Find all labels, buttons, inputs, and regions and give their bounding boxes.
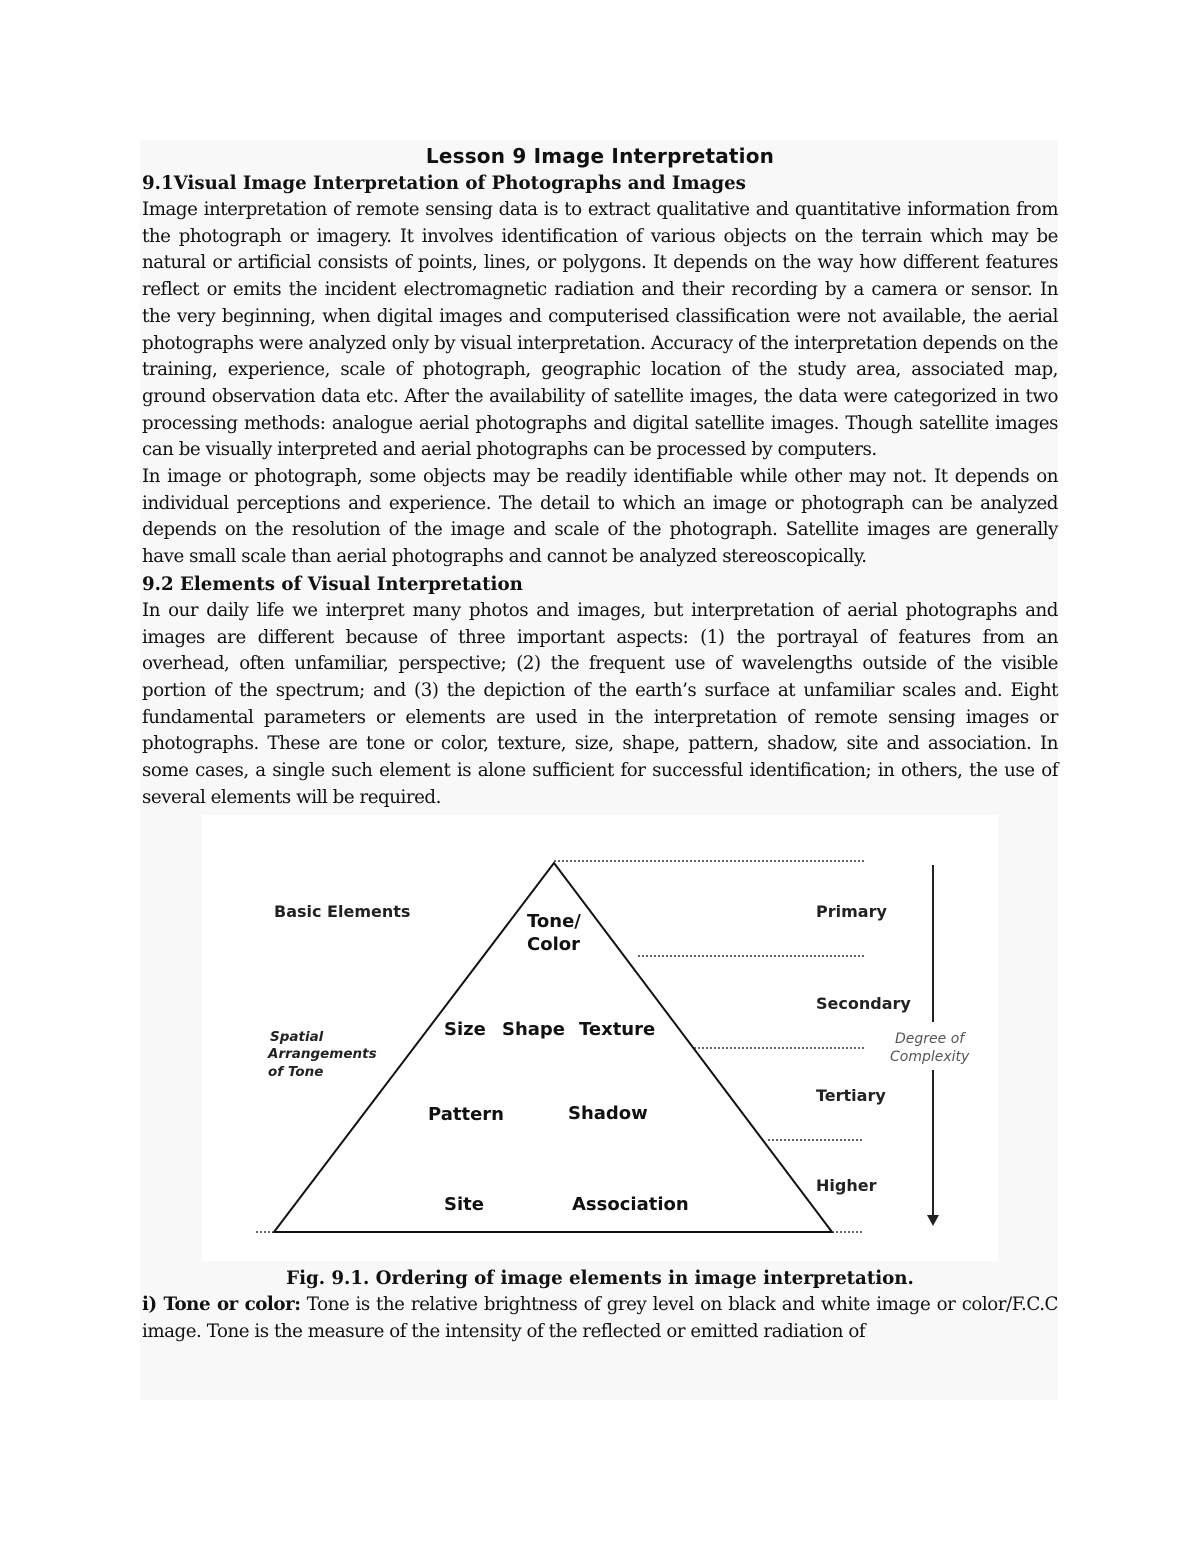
pyramid-size: Size <box>444 1019 486 1041</box>
section-9-1-heading: 9.1Visual Image Interpretation of Photographs and Images <box>142 173 746 194</box>
label-spatial-3: of Tone <box>268 1064 324 1081</box>
pyramid-shape: Shape <box>502 1019 566 1041</box>
tone-lead: i) Tone or color: <box>142 1294 301 1316</box>
section-9-2-paragraph-1: In our daily life we interpret many photos and images, but interpretation of aerial photographs and images are different because of three important aspects: (1) the portrayal of features from an overhead, often unfamiliar, perspective; (2) the frequent use of wavelengths outside of the visible portion of the spectrum; and (3) the depiction of the earth’s surface at unfamiliar scales and. Eight fundamental parameters or elements are used in the interpretation of remote sensing images or photographs. These are tone or color, texture, size, shape, pattern, shadow, site and association. In some cases, a single such element is alone sufficient for successful identification; in others, the use of several elements will be required. <box>142 599 1058 808</box>
level-secondary: Secondary <box>816 994 911 1014</box>
pyramid-site: Site <box>444 1194 484 1216</box>
section-9-1-paragraph-1: Image interpretation of remote sensing data is to extract qualitative and quantitative information from the photograph or imagery. It involves identification of various objects on the terrain which may be natural or artificial consists of points, lines, or polygons. It depends on the way how different features reflect or emits the incident electromagnetic radiation and their recording by a camera or sensor. In the very beginning, when digital images and computerised classification were not available, the aerial photographs were analyzed only by visual interpretation. Accuracy of the interpretation depends on the training, experience, scale of photograph, geographic location of the study area, associated map, ground observation data etc. After the availability of satellite images, the data were categorized in two processing methods: analogue aerial photographs and digital satellite images. Though satellite images can be visually interpreted and aerial photographs can be processed by computers. <box>142 199 1058 461</box>
pyramid-shadow: Shadow <box>568 1103 648 1125</box>
document-content <box>142 142 1058 1346</box>
level-higher: Higher <box>816 1176 877 1196</box>
pyramid-color: Color <box>527 934 580 956</box>
label-spatial-1: Spatial <box>270 1029 324 1046</box>
lesson-title: Lesson 9 Image Interpretation <box>425 144 775 168</box>
pyramid-diagram <box>202 815 998 1261</box>
complexity-label-2: Complexity <box>890 1049 970 1066</box>
figure-caption: Fig. 9.1. Ordering of image elements in image interpretation. <box>286 1268 914 1290</box>
pyramid-figure <box>202 815 998 1261</box>
section-9-2-heading: 9.2 Elements of Visual Interpretation <box>142 573 523 595</box>
level-primary: Primary <box>816 902 887 922</box>
tone-paragraph <box>142 1292 1058 1345</box>
complexity-arrow-head <box>927 1215 939 1226</box>
complexity-label-1: Degree of <box>895 1031 965 1048</box>
label-basic-elements: Basic Elements <box>274 902 411 922</box>
level-tertiary: Tertiary <box>816 1086 886 1106</box>
label-spatial-2: Arrangements <box>268 1046 377 1063</box>
pyramid-association: Association <box>572 1194 689 1216</box>
pyramid-texture: Texture <box>579 1019 656 1041</box>
pyramid-tone: Tone/ <box>527 911 581 933</box>
pyramid-pattern: Pattern <box>428 1104 504 1126</box>
section-9-1-paragraph-2: In image or photograph, some objects may be readily identifiable while other may not. It depends on individual perceptions and experience. The detail to which an image or photograph can be analyzed depends on the resolution of the image and scale of the photograph. Satellite images are generally have small scale than aerial photographs and cannot be analyzed stereoscopically. <box>142 466 1058 568</box>
tone-text: Tone is the relative brightness of grey level on black and white image or color/F.C.C image. Tone is the measure of the intensity of the reflected or emitted radiation of <box>142 1294 1058 1343</box>
